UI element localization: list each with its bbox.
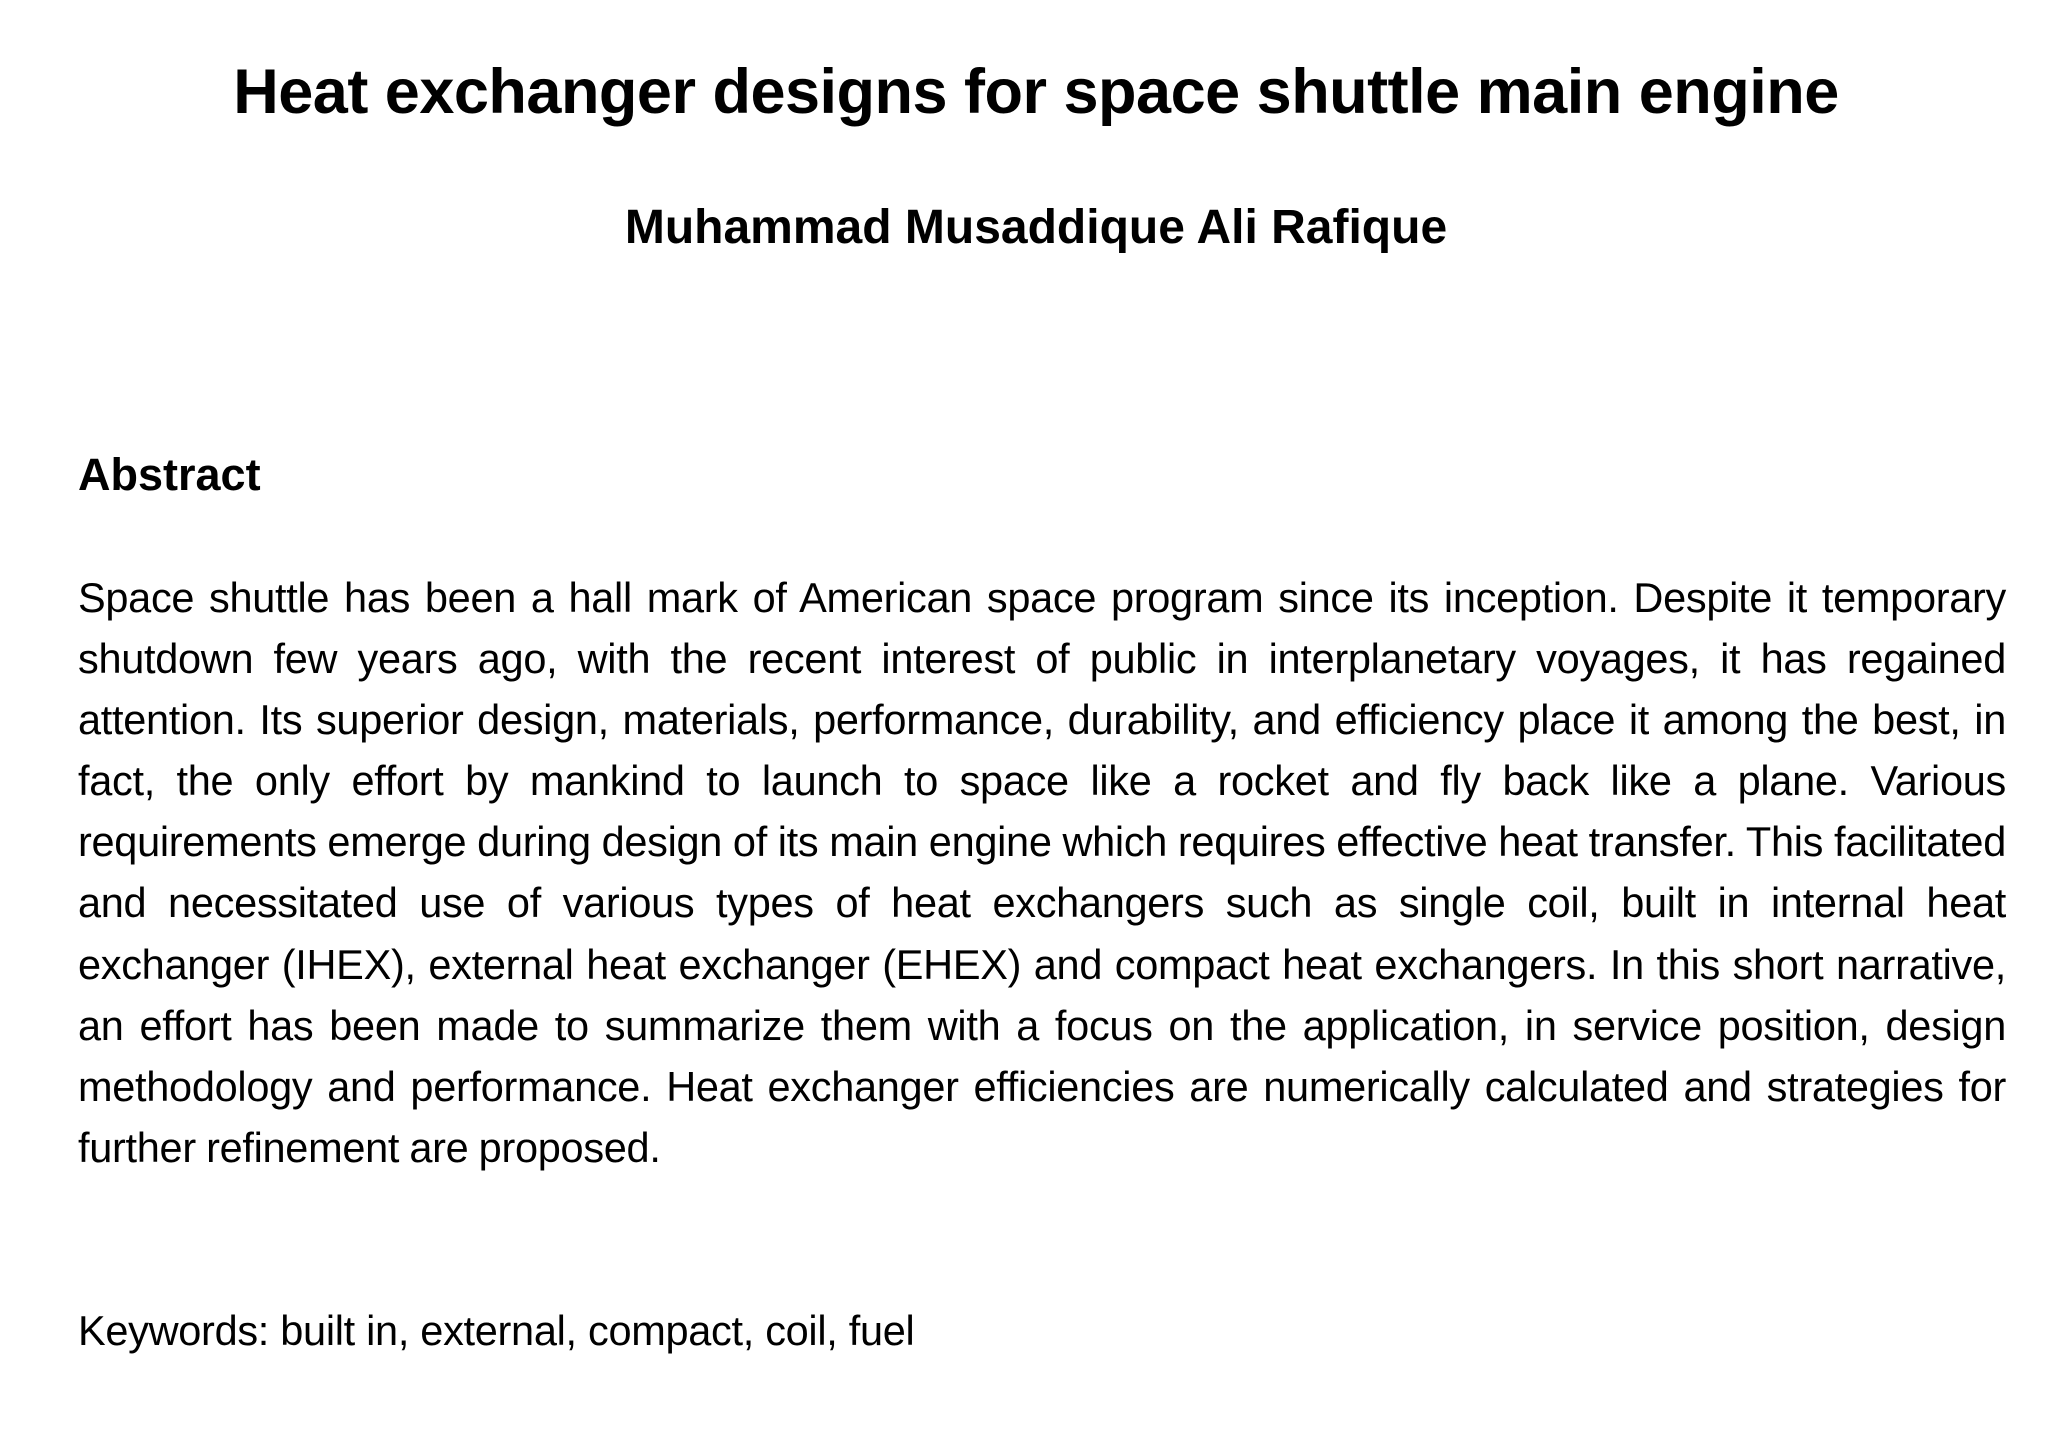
paper-title: Heat exchanger designs for space shuttle main engine <box>233 57 1839 127</box>
abstract-paragraph: Space shuttle has been a hall mark of American space program since its inception. Despite it temporary shutdown few years ago, with the recent interest of public in interplanetary voyages, it has regained attention. Its superior design, materials, performance, durability, and efficiency place it among the best, in fact, the only effort by mankind to launch to space like a rocket and fly back like a plane. Various requirements emerge during design of its main engine which requires effective heat transfer. This facilitated and necessitated use of various types of heat exchangers such as single coil, built in internal heat exchanger (IHEX), external heat exchanger (EHEX) and compact heat exchangers. In this short narrative, an effort has been made to summarize them with a focus on the application, in service position, design methodology and performance. Heat exchanger efficiencies are numerically calculated and strategies for further refinement are proposed. <box>78 574 2006 1171</box>
author-name: Muhammad Musaddique Ali Rafique <box>624 201 1448 254</box>
keywords-line: Keywords: built in, external, compact, coil, fuel <box>78 1307 915 1354</box>
abstract-heading: Abstract <box>78 449 261 500</box>
